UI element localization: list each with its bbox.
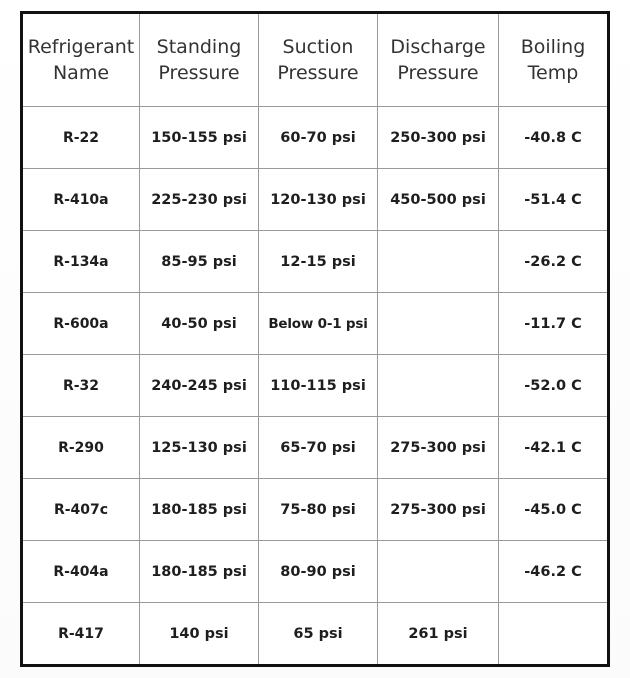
table-row: [22, 603, 609, 666]
discharge-pressure-cell: 261 psi: [378, 603, 499, 666]
refrigerant-name-cell: R-32: [22, 355, 140, 417]
refrigerant-name-cell: R-600a: [22, 293, 140, 355]
refrigerant-pressure-table: [20, 11, 610, 667]
boiling-temp-cell: [499, 603, 609, 666]
suction-pressure-cell: 12-15 psi: [259, 231, 378, 293]
suction-pressure-cell: 65-70 psi: [259, 417, 378, 479]
table-row: [22, 479, 609, 541]
table-row: [22, 169, 609, 231]
boiling-temp-cell: -52.0 C: [499, 355, 609, 417]
suction-pressure-cell: 80-90 psi: [259, 541, 378, 603]
table-row: [22, 231, 609, 293]
refrigerant-name-cell: R-410a: [22, 169, 140, 231]
discharge-pressure-cell: [378, 231, 499, 293]
boiling-temp-cell: -40.8 C: [499, 107, 609, 169]
refrigerant-name-cell: R-404a: [22, 541, 140, 603]
refrigerant-name-cell: R-407c: [22, 479, 140, 541]
standing-pressure-cell: 85-95 psi: [140, 231, 259, 293]
refrigerant-name-cell: R-22: [22, 107, 140, 169]
suction-pressure-cell: 110-115 psi: [259, 355, 378, 417]
refrigerant-name-cell: R-134a: [22, 231, 140, 293]
table-row: [22, 417, 609, 479]
standing-pressure-cell: 180-185 psi: [140, 541, 259, 603]
suction-pressure-cell: 75-80 psi: [259, 479, 378, 541]
header-row: [22, 13, 609, 107]
standing-pressure-cell: 225-230 psi: [140, 169, 259, 231]
suction-pressure-cell: 60-70 psi: [259, 107, 378, 169]
boiling-temp-cell: -51.4 C: [499, 169, 609, 231]
refrigerant-name-cell: R-290: [22, 417, 140, 479]
discharge-pressure-cell: 450-500 psi: [378, 169, 499, 231]
suction-pressure-cell: 65 psi: [259, 603, 378, 666]
boiling-temp-cell: -45.0 C: [499, 479, 609, 541]
header-boiling-temp: Boiling Temp: [499, 13, 609, 107]
discharge-pressure-cell: 250-300 psi: [378, 107, 499, 169]
standing-pressure-cell: 240-245 psi: [140, 355, 259, 417]
boiling-temp-cell: -46.2 C: [499, 541, 609, 603]
discharge-pressure-cell: [378, 355, 499, 417]
discharge-pressure-cell: [378, 541, 499, 603]
standing-pressure-cell: 40-50 psi: [140, 293, 259, 355]
boiling-temp-cell: -26.2 C: [499, 231, 609, 293]
header-refrigerant-name: Refrigerant Name: [22, 13, 140, 107]
header-suction-pressure: Suction Pressure: [259, 13, 378, 107]
discharge-pressure-cell: [378, 293, 499, 355]
standing-pressure-cell: 140 psi: [140, 603, 259, 666]
discharge-pressure-cell: 275-300 psi: [378, 479, 499, 541]
header-discharge-pressure: Discharge Pressure: [378, 13, 499, 107]
suction-pressure-cell: Below 0-1 psi: [259, 293, 378, 355]
standing-pressure-cell: 125-130 psi: [140, 417, 259, 479]
standing-pressure-cell: 180-185 psi: [140, 479, 259, 541]
boiling-temp-cell: -11.7 C: [499, 293, 609, 355]
discharge-pressure-cell: 275-300 psi: [378, 417, 499, 479]
boiling-temp-cell: -42.1 C: [499, 417, 609, 479]
table-row: [22, 107, 609, 169]
table-row: [22, 355, 609, 417]
header-standing-pressure: Standing Pressure: [140, 13, 259, 107]
refrigerant-name-cell: R-417: [22, 603, 140, 666]
table-row: [22, 541, 609, 603]
table-row: [22, 293, 609, 355]
suction-pressure-cell: 120-130 psi: [259, 169, 378, 231]
standing-pressure-cell: 150-155 psi: [140, 107, 259, 169]
